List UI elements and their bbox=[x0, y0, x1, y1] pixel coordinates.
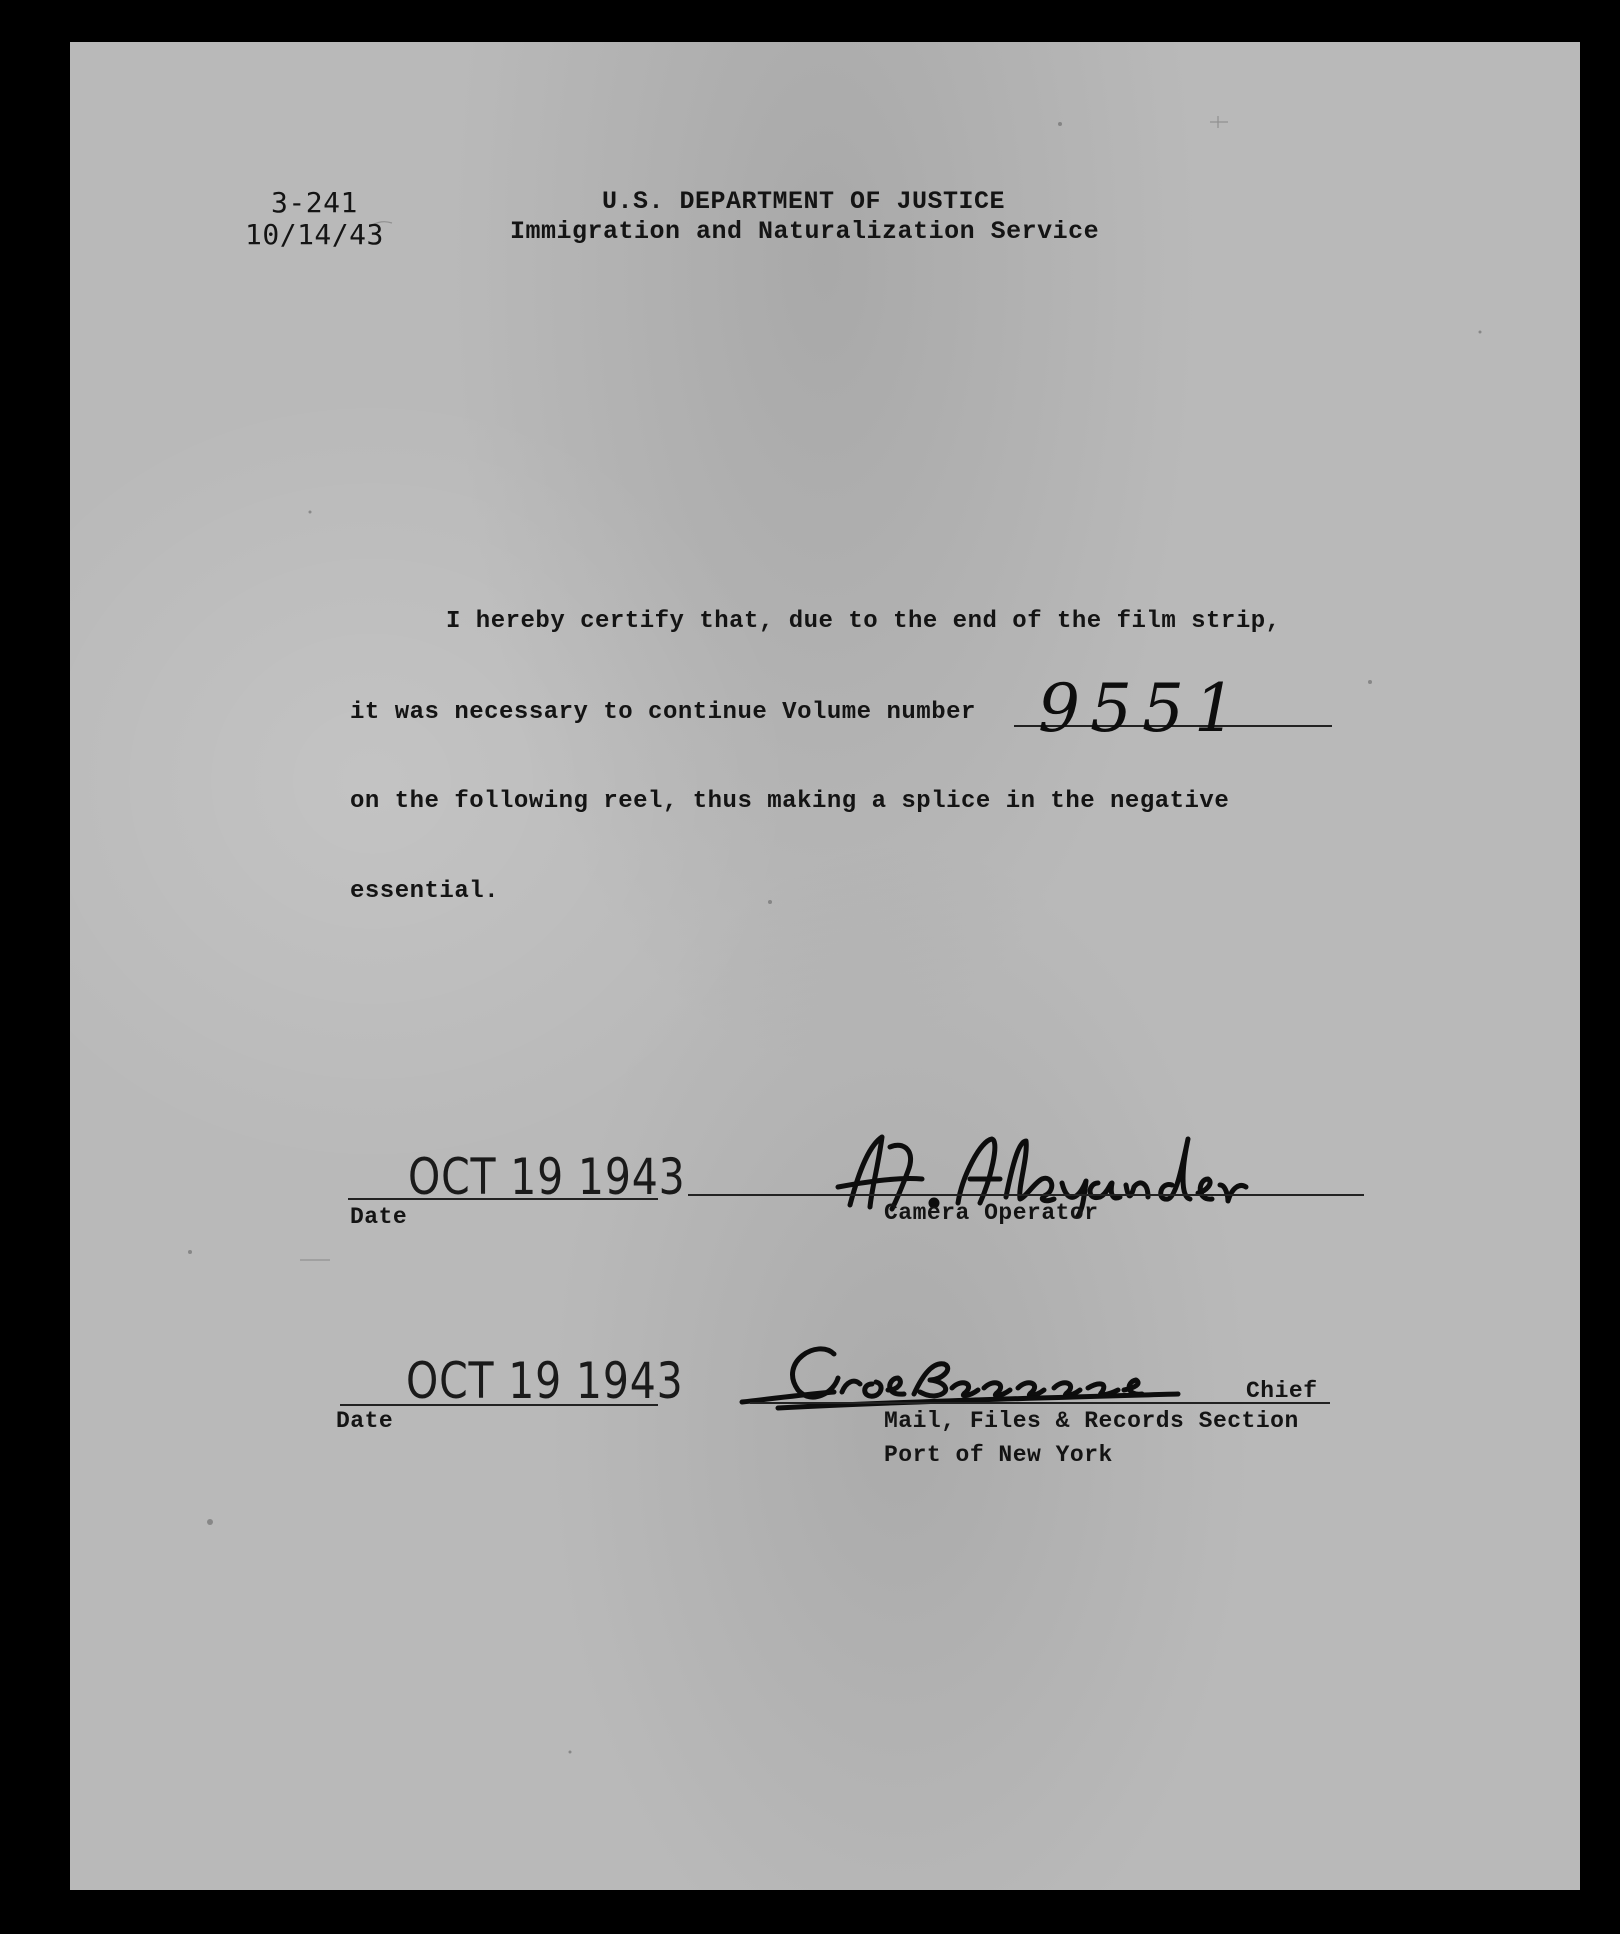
camera-operator-title: Camera Operator bbox=[884, 1200, 1099, 1226]
department-heading: U.S. DEPARTMENT OF JUSTICE bbox=[602, 187, 1006, 216]
service-heading: Immigration and Naturalization Service bbox=[510, 217, 1100, 246]
form-revision-date: 10/14/43 bbox=[245, 218, 384, 251]
date-label-1: Date bbox=[350, 1204, 408, 1230]
volume-number-handwritten: 9551 bbox=[1038, 670, 1246, 747]
document-page bbox=[70, 42, 1580, 1890]
date-stamp-1: OCT 19 1943 bbox=[408, 1148, 686, 1206]
date-line-2 bbox=[340, 1404, 658, 1406]
signature-line-2 bbox=[750, 1402, 1330, 1404]
date-label-2: Date bbox=[336, 1408, 394, 1434]
certification-line-4: essential. bbox=[350, 878, 500, 905]
form-number-block bbox=[245, 187, 384, 251]
section-title: Mail, Files & Records Section bbox=[884, 1408, 1299, 1434]
date-stamp-2: OCT 19 1943 bbox=[406, 1352, 684, 1410]
paper-texture bbox=[70, 42, 1580, 1890]
certification-line-1: I hereby certify that, due to the end of the film strip, bbox=[446, 608, 1281, 635]
certification-line-3: on the following reel, thus making a splice in the negative bbox=[350, 788, 1230, 815]
certification-line-2: it was necessary to continue Volume number bbox=[350, 699, 976, 726]
form-number: 3-241 bbox=[271, 186, 358, 219]
port-title: Port of New York bbox=[884, 1442, 1113, 1468]
signature-line-1 bbox=[688, 1194, 1364, 1196]
chief-title: Chief bbox=[1246, 1378, 1318, 1404]
date-line-1 bbox=[348, 1198, 658, 1200]
